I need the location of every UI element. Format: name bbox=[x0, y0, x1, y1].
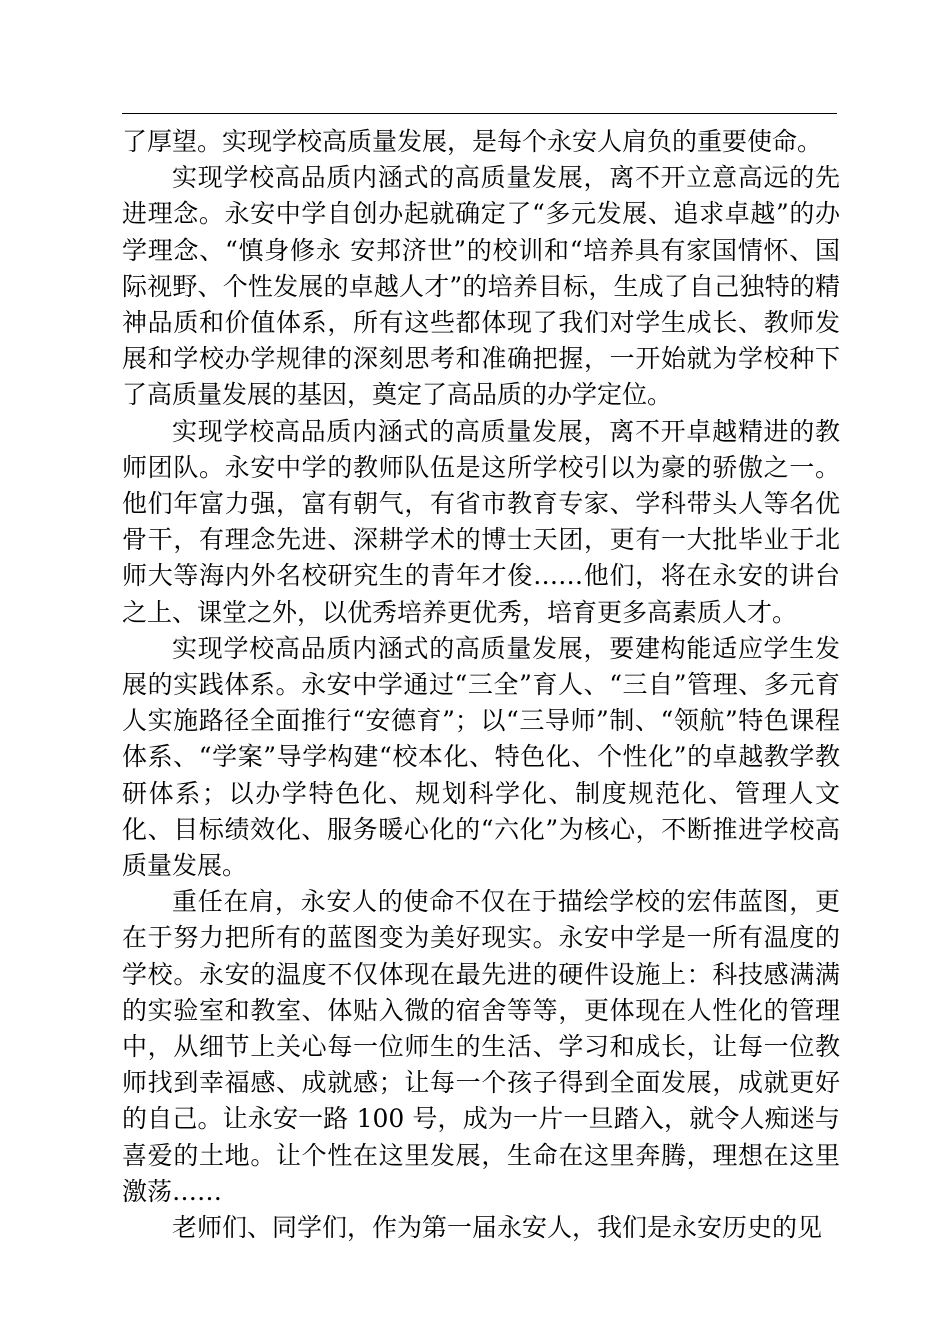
paragraph-continuation: 了厚望。实现学校高质量发展，是每个永安人肩负的重要使命。 bbox=[122, 127, 823, 156]
document-body bbox=[122, 124, 840, 1246]
paragraph-closing: 老师们、同学们，作为第一届永安人，我们是永安历史的见 bbox=[172, 1213, 823, 1243]
paragraph-mission: 重任在肩，永安人的使命不仅在于描绘学校的宏伟蓝图，更在于努力把所有的蓝图变为美好现实。永安中学是一所有温度的学校。永安的温度不仅体现在最先进的硬件设施上：科技感满满的实验室和教室、体贴入微的宿舍等等，更体现在人性化的管理中，从细节上关心每一位师生的生活、学习和成长，让每一位教师找到幸福感、成就感；让每一个孩子得到全面发展，成就更好的自己。让永安一路 100 号，成为一片一旦踏入，就令人痴迷与喜爱的土地。让个性在这里发展，生命在这里奔腾，理想在这里激荡…… bbox=[122, 887, 840, 1206]
paragraph-teacher-team: 实现学校高品质内涵式的高质量发展，离不开卓越精进的教师团队。永安中学的教师队伍是这所学校引以为豪的骄傲之一。他们年富力强，富有朝气，有省市教育专家、学科带头人等名优骨干，有理念先进、深耕学术的博士天团，更有一大批毕业于北师大等海内外名校研究生的青年才俊……他们，将在永安的讲台之上、课堂之外，以优秀培养更优秀，培育更多高素质人才。 bbox=[122, 416, 840, 627]
paragraph-advanced-ideas: 实现学校高品质内涵式的高质量发展，离不开立意高远的先进理念。永安中学自创办起就确定了“多元发展、追求卓越”的办学理念、“慎身修永 安邦济世”的校训和“培养具有家国情怀、国际视野、个性发展的卓越人才”的培养目标，生成了自己独特的精神品质和价值体系，所有这些都体现了我们对学生成长、教师发展和学校办学规律的深刻思考和准确把握，一开始就为学校种下了高质量发展的基因，奠定了高品质的办学定位。 bbox=[122, 163, 840, 410]
paragraph-practice-system: 实现学校高品质内涵式的高质量发展，要建构能适应学生发展的实践体系。永安中学通过“三全”育人、“三自”管理、多元育人实施路径全面推行“安德育”；以“三导师”制、“领航”特色课程体系、“学案”导学构建“校本化、特色化、个性化”的卓越教学教研体系；以办学特色化、规划科学化、制度规范化、管理人文化、目标绩效化、服务暖心化的“六化”为核心，不断推进学校高质量发展。 bbox=[122, 633, 840, 881]
header-rule bbox=[122, 113, 837, 114]
